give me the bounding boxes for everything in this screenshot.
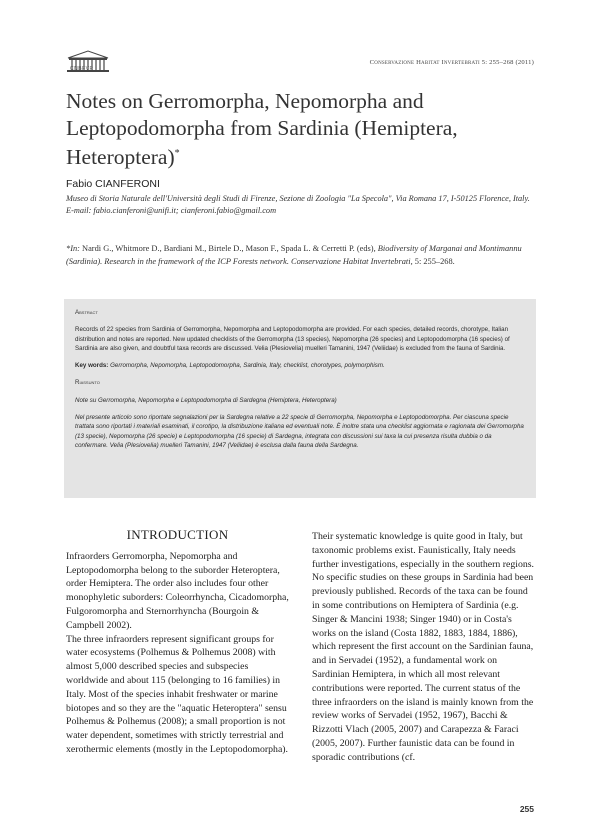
abstract-body: Records of 22 species from Sardinia of Gerromorpha, Nepomorpha and Leptopodomorpha are provided. For each species, detailed records, chorotype, Italian distribution and notes are reported. New updated checklists of the Gerromorpha (13 species), Nepomorpha (26 species) and Leptopodomorpha (16 species) of Sardinia are also given, and doubtful taxa records are discussed. Velia (Plesiovelia) muelleri Tamanini, 1947 (Veliidae) is excluded from the fauna of Sardinia. xyxy=(75,326,510,352)
in-authors: Nardi G., Whitmore D., Bardiani M., Birtele D., Mason F., Spada L. & Cerretti P. (eds), xyxy=(79,244,378,253)
right-column xyxy=(312,530,535,765)
keywords xyxy=(75,361,525,370)
logo-text: CNBFVR xyxy=(70,66,94,72)
in-pages: 5: 255–268. xyxy=(412,256,455,266)
journal-header: Conservazione Habitat Invertebrati 5: 255–268 (2011) xyxy=(369,59,534,66)
abstract-heading: Abstract xyxy=(75,309,98,316)
affiliation-address: Museo di Storia Naturale dell'Università degli Studi di Firenze, Sezione di Zoologia "La Specola", Via Romana 17, I-50125 Florence, Italy. xyxy=(66,194,530,203)
intro-paragraph: Their systematic knowledge is quite good in Italy, but taxonomic problems exist. Faunistically, Italy needs further investigations, especially in the southern regions. xyxy=(312,531,535,570)
intro-paragraph: No specific studies on these groups in Sardinia had been previously published. Records of the taxa can be found in some contributions on Hemiptera of Sardinia (e.g. Singer & Mancini 1938; Singer 1940) or in Costa's works on the island (Costa 1882, 1883, 1884, 1886), which represent the first account on the Sardinian fauna, and in Servadei (1952), a fundamental work on Sardinian Hemiptera, in which all most relevant contributions were reported. The current status of the three infraorders on the island is mainly known from the review works of Servadei (1952, 1967), Bacchi & Rizzotti Vlach (2005, 2007) and Carapezza & Faraci (2005, 2007). Further faunistic data can be found in sporadic contributions (cf. xyxy=(312,572,534,763)
title-footnote-mark: * xyxy=(174,148,180,159)
intro-paragraph: The three infraorders represent significant groups for water ecosystems (Polhemus & Polhemus 2008) with almost 5,000 described species and subspecies worldwide and about 115 (belonging to 16 families) in Italy. Most of the species inhabit freshwater or marine biotopes and so they are the "aquatic Heteroptera" sensu Polhemus & Polhemus (2008); a small proportion is not water dependent, sometimes with strictly terrestrial and xerothermic elements (mostly in the Leptopodomorpha). xyxy=(66,633,289,755)
affiliation xyxy=(66,193,536,217)
building-logo-icon xyxy=(64,50,112,76)
intro-paragraph: Infraorders Gerromorpha, Nepomorpha and Leptopodomorpha belong to the suborder Heteroptera, order Hemiptera. The order also includes four other monophyletic suborders: Coleorrhyncha, Cicadomorpha, Fulgoromorpha and Sternorrhyncha (Bourgoin & Campbell 2002). xyxy=(66,550,289,631)
riassunto-body: Nel presente articolo sono riportate segnalazioni per la Sardegna relative a 22 specie di Gerromorpha, Nepomorpha e Leptopodomorpha. Per ciascuna specie trattata sono riportati i materiali esaminati, il corotipo, la distribuzione italiana ed eventuali note. È inoltre stata una checklist aggiornata e ragionata dei Gerromorpha (13 specie), Nepomorpha (26 specie) e Leptopodomorpha (16 specie) di Sardegna, integrata con discussioni sui taxa la cui presenza risulta dubbia o da confermare. Velia (Plesiovelia) muelleri Tamanini, 1947 (Veliidae) è esclusa dalla fauna della Sardegna. xyxy=(75,414,524,449)
keywords-label: Key words: xyxy=(75,362,109,370)
title-text: Notes on Gerromorpha, Nepomorpha and Leptopodomorpha from Sardinia (Hemiptera, Heteroptera) xyxy=(66,89,458,170)
in-prefix: *In: xyxy=(66,244,80,253)
article-title xyxy=(66,88,536,171)
riassunto-title: Note su Gerromorpha, Nepomorpha e Leptopodomorpha di Sardegna (Hemiptera, Heteroptera) xyxy=(75,396,337,404)
affiliation-email: E-mail: fabio.cianferoni@unifi.it; cianferoni.fabio@gmail.com xyxy=(66,206,277,215)
riassunto-heading: Riassunto xyxy=(75,379,100,387)
in-book: Biodiversity of Marganai and Montimannu (Sardinia). Research in the framework of the ICP Forests network. xyxy=(66,244,522,266)
author-name: Fabio CIANFERONI xyxy=(66,178,160,190)
keywords-list: Gerromorpha, Nepomorpha, Leptopodomorpha, Sardinia, Italy, checklist, chorotypes, polymorphism. xyxy=(108,362,385,370)
in-reference xyxy=(66,243,536,268)
abstract-box xyxy=(64,299,536,498)
in-series: Conservazione Habitat Invertebrati, xyxy=(288,256,413,266)
left-column xyxy=(66,528,289,757)
introduction-heading: INTRODUCTION xyxy=(126,527,229,542)
page-number: 255 xyxy=(519,804,534,814)
